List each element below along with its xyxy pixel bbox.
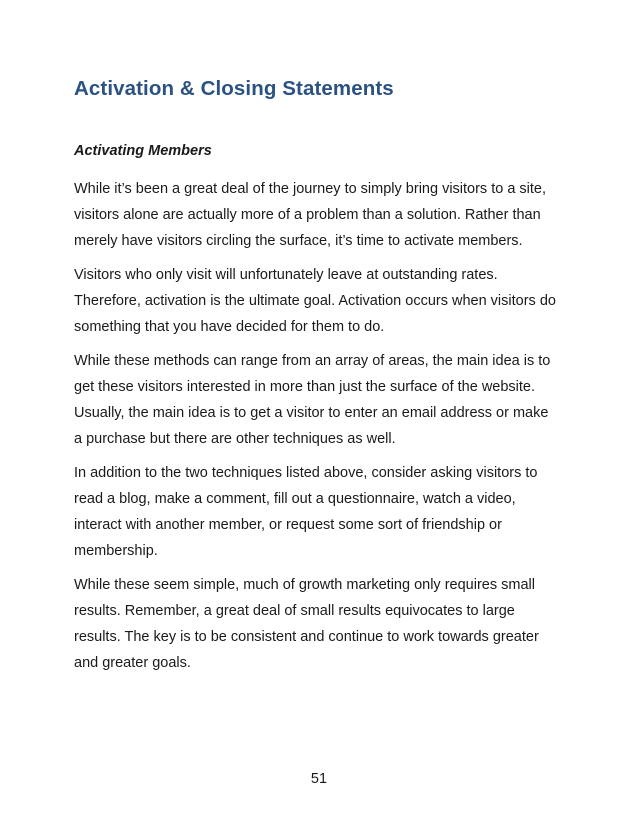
text-line: results. Remember, a great deal of small results equivocates to large: [74, 603, 515, 619]
paragraph-4: [74, 460, 574, 564]
text-line: interact with another member, or request some sort of friendship or: [74, 517, 502, 533]
paragraph-5: [74, 572, 574, 676]
page-heading: Activation & Closing Statements: [74, 77, 394, 100]
paragraph-1: [74, 176, 574, 254]
text-line: Visitors who only visit will unfortunately leave at outstanding rates.: [74, 267, 498, 283]
text-line: read a blog, make a comment, fill out a questionnaire, watch a video,: [74, 491, 516, 507]
body-text: [74, 176, 574, 684]
text-line: and greater goals.: [74, 655, 191, 671]
text-line: something that you have decided for them to do.: [74, 319, 385, 335]
paragraph-3: [74, 348, 574, 452]
text-line: results. The key is to be consistent and continue to work towards greater: [74, 629, 539, 645]
text-line: visitors alone are actually more of a problem than a solution. Rather than: [74, 207, 541, 223]
text-line: a purchase but there are other techniques as well.: [74, 431, 396, 447]
text-line: In addition to the two techniques listed above, consider asking visitors to: [74, 465, 538, 481]
text-line: Therefore, activation is the ultimate goal. Activation occurs when visitors do: [74, 293, 556, 309]
section-subheading: Activating Members: [74, 143, 212, 159]
text-line: Usually, the main idea is to get a visitor to enter an email address or make: [74, 405, 549, 421]
page-number: 51: [310, 771, 328, 787]
text-line: membership.: [74, 543, 158, 559]
text-line: While it’s been a great deal of the journey to simply bring visitors to a site,: [74, 181, 547, 197]
text-line: While these methods can range from an array of areas, the main idea is to: [74, 353, 551, 369]
text-line: merely have visitors circling the surface, it’s time to activate members.: [74, 233, 523, 249]
paragraph-2: [74, 262, 574, 340]
text-line: get these visitors interested in more than just the surface of the website.: [74, 379, 536, 395]
text-line: While these seem simple, much of growth marketing only requires small: [74, 577, 535, 593]
